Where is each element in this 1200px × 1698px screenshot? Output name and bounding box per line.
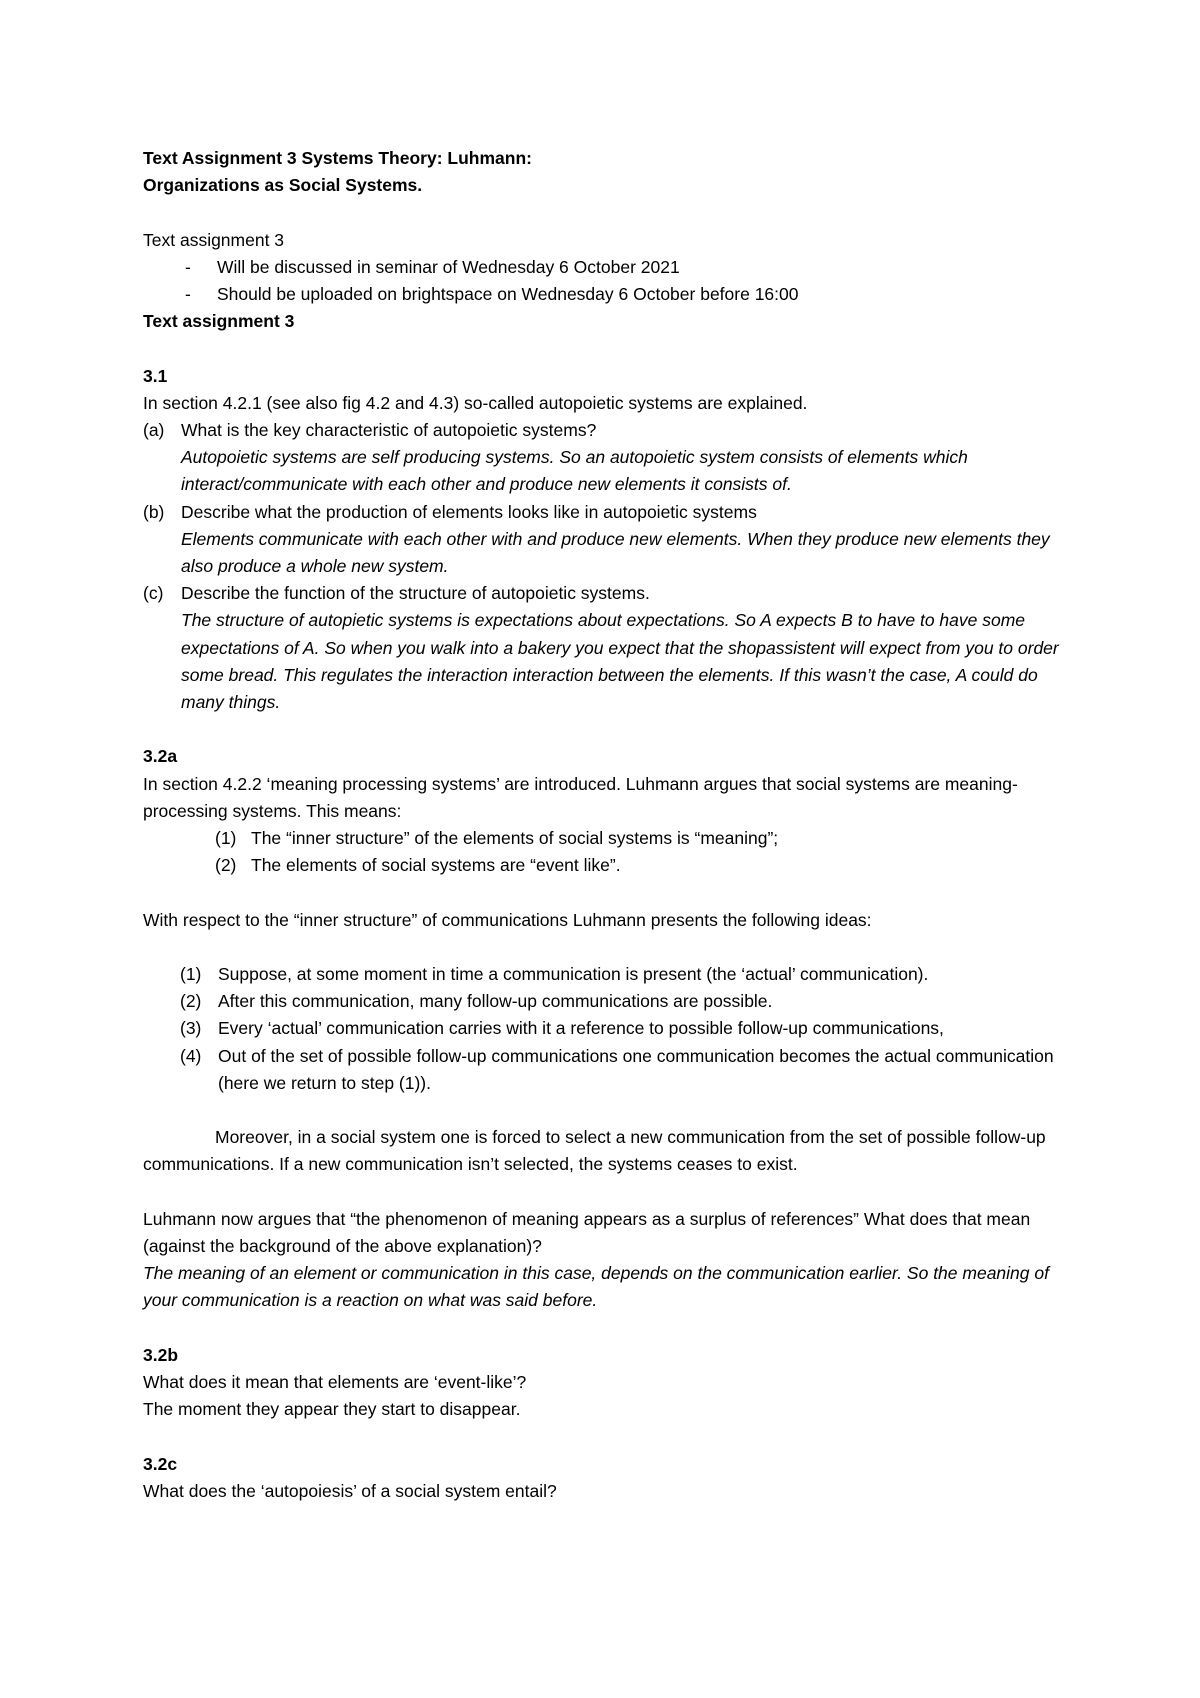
respect-paragraph: With respect to the “inner structure” of communications Luhmann presents the following ideas: — [143, 909, 872, 930]
section-label-3-2b: 3.2b — [143, 1344, 179, 1365]
section-3-2b-answer: The moment they appear they start to disappear. — [143, 1399, 521, 1420]
doc-title-line-1: Text Assignment 3 Systems Theory: Luhmann: — [143, 148, 532, 168]
answer-text: Autopoietic systems are self producing systems. So an autopoietic system consists of elements which interact/communicate with each other and produce new elements it consists of. — [181, 447, 968, 495]
section-label-3-1: 3.1 — [143, 365, 168, 386]
dash-marker: - — [185, 256, 191, 277]
answer-text: Elements communicate with each other with and produce new elements. When they produce new elements they also produce a whole new system. — [181, 528, 1050, 577]
section-label-3-2a: 3.2a — [143, 746, 178, 767]
section-3-2a-intro: In section 4.2.2 ‘meaning processing systems’ are introduced. Luhmann argues that social systems are meaning-processing systems. This means: — [143, 773, 1018, 821]
idea-item: (2) After this communication, many follow-up communications are possible. — [180, 991, 773, 1012]
section-3-1-intro: In section 4.2.1 (see also fig 4.2 and 4.3) so-called autopoietic systems are explained. — [143, 392, 808, 413]
intro-heading: Text assignment 3 — [143, 229, 285, 250]
question-item-a — [143, 417, 1073, 499]
question-text: What is the key characteristic of autopoietic systems? — [181, 420, 597, 440]
meaning-item: (2) The elements of social systems are “event like”. — [215, 855, 621, 876]
question-text: Describe what the production of elements looks like in autopoietic systems — [181, 501, 757, 522]
item-marker: (c) — [143, 583, 164, 604]
intro-subheading: Text assignment 3 — [143, 311, 295, 332]
moreover-paragraph: Moreover, in a social system one is forced to select a new communication from the set of possible follow-up communications. If a new communication isn’t selected, the systems ceases to exist. — [143, 1127, 1046, 1175]
section-3-2b-question: What does it mean that elements are ‘event-like’? — [143, 1372, 527, 1393]
idea-item: (4) Out of the set of possible follow-up communications one communication becomes the actual communication (here we return to step (1)). — [180, 1045, 1054, 1093]
question-text: Describe the function of the structure of autopoietic systems. — [181, 583, 650, 604]
surplus-answer: The meaning of an element or communication in this case, depends on the communication earlier. So the meaning of your communication is a reaction on what was said before. — [143, 1263, 1049, 1311]
dash-marker: - — [185, 284, 191, 304]
section-label-3-2c: 3.2c — [143, 1453, 178, 1474]
surplus-question: Luhmann now argues that “the phenomenon of meaning appears as a surplus of references” What does that mean (against the background of the above explanation)? — [143, 1208, 1031, 1257]
doc-title-line-2: Organizations as Social Systems. — [143, 175, 423, 196]
idea-item: (1) Suppose, at some moment in time a communication is present (the ‘actual’ communication). — [180, 964, 929, 985]
question-item-c — [143, 580, 1073, 716]
document-body — [143, 145, 1073, 1505]
question-item-b — [143, 499, 1073, 581]
section-3-2c-question: What does the ‘autopoiesis’ of a social system entail? — [143, 1480, 557, 1501]
item-marker: (b) — [143, 501, 165, 522]
meaning-item: (1) The “inner structure” of the elements of social systems is “meaning”; — [215, 828, 779, 849]
idea-item: (3) Every ‘actual’ communication carries with it a reference to possible follow-up communications, — [180, 1018, 944, 1039]
item-marker: (a) — [143, 420, 165, 440]
intro-bullet: - Should be uploaded on brightspace on Wednesday 6 October before 16:00 — [143, 281, 1073, 308]
intro-bullet: - Will be discussed in seminar of Wednesday 6 October 2021 — [143, 254, 1073, 281]
answer-text: The structure of autopietic systems is expectations about expectations. So A expects B to have to have some expectations of A. So when you walk into a bakery you expect that the shopassistent will expect from you to order some bread. This regulates the interaction interaction between the elements. If this wasn’t the case, A could do many things. — [181, 610, 1059, 713]
